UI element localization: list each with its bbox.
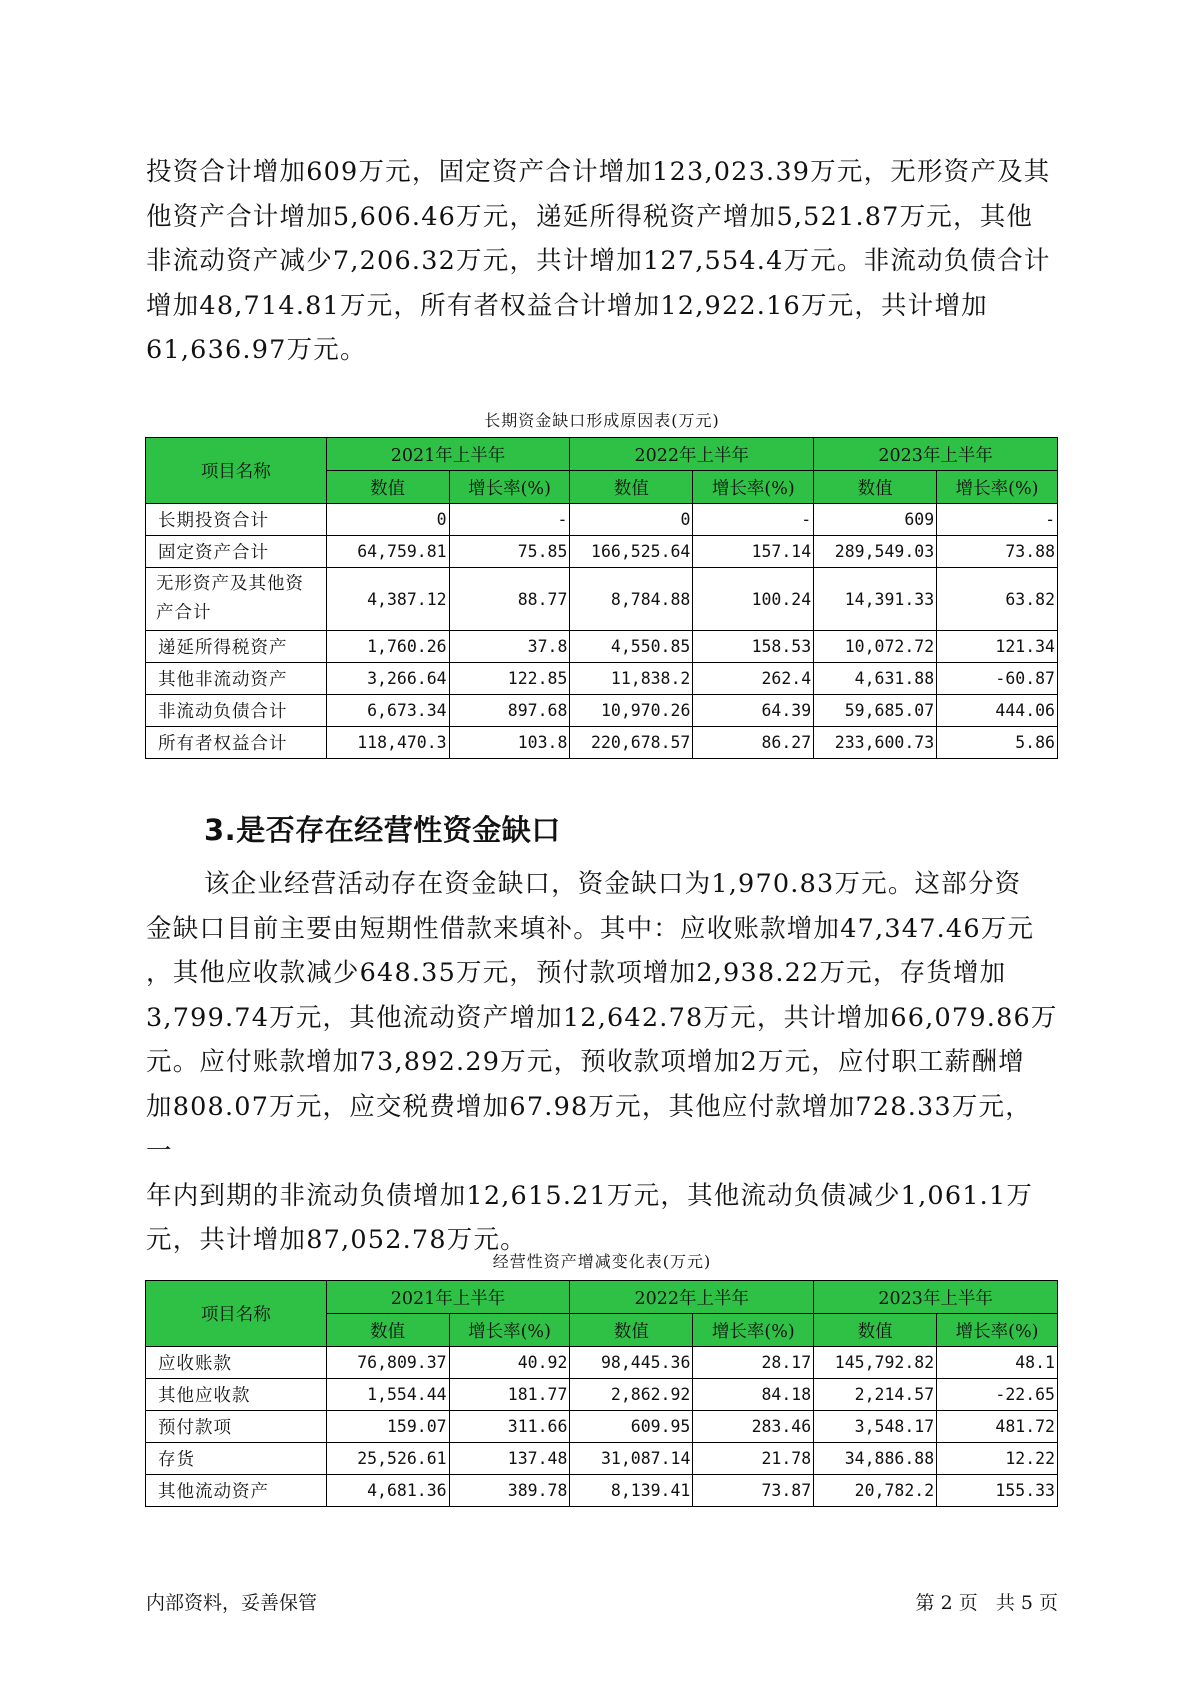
growth-header: 增长率(%) xyxy=(449,1314,570,1347)
cell-growth: 122.85 xyxy=(449,663,570,695)
paragraph-line: ，其他应收款减少648.35万元，预付款项增加2,938.22万元，存货增加 xyxy=(146,958,1007,988)
cell-value: 4,631.88 xyxy=(814,663,937,695)
paragraph-line: 非流动资产减少7,206.32万元，共计增加127,554.4万元。非流动负债合计 xyxy=(146,246,1051,276)
cell-growth: -60.87 xyxy=(937,663,1058,695)
cell-growth: 73.87 xyxy=(693,1475,814,1507)
cell-value: 0 xyxy=(570,504,693,536)
cell-growth: 21.78 xyxy=(693,1443,814,1475)
year-header: 2022年上半年 xyxy=(570,1281,814,1314)
table-row xyxy=(146,568,1058,631)
cell-value: 4,550.85 xyxy=(570,631,693,663)
cell-growth: 12.22 xyxy=(937,1443,1058,1475)
cell-growth: 63.82 xyxy=(937,568,1058,631)
value-header: 数值 xyxy=(326,1314,449,1347)
row-name: 存货 xyxy=(146,1443,327,1475)
cell-value: 159.07 xyxy=(326,1411,449,1443)
cell-value: 64,759.81 xyxy=(326,536,449,568)
paragraph-line: 61,636.97万元。 xyxy=(146,335,367,365)
cell-value: 166,525.64 xyxy=(570,536,693,568)
table-1-caption: 长期资金缺口形成原因表(万元) xyxy=(484,411,720,430)
cell-growth: 389.78 xyxy=(449,1475,570,1507)
paragraph-line: 他资产合计增加5,606.46万元，递延所得税资产增加5,521.87万元，其他 xyxy=(146,201,1034,232)
cell-growth: 157.14 xyxy=(693,536,814,568)
cell-value: 289,549.03 xyxy=(814,536,937,568)
paragraph-line: 年内到期的非流动负债增加12,615.21万元，其他流动负债减少1,061.1万 xyxy=(146,1180,1034,1211)
table-row xyxy=(146,1379,1058,1411)
paragraph-line: 元。应付账款增加73,892.29万元，预收款项增加2万元，应付职工薪酬增 xyxy=(146,1047,1025,1077)
cell-value: 20,782.2 xyxy=(814,1475,937,1507)
cell-growth: 28.17 xyxy=(693,1347,814,1379)
cell-value: 10,072.72 xyxy=(814,631,937,663)
cell-value: 145,792.82 xyxy=(814,1347,937,1379)
cell-growth: 137.48 xyxy=(449,1443,570,1475)
table-row xyxy=(146,631,1058,663)
paragraph-line: 3,799.74万元，其他流动资产增加12,642.78万元，共计增加66,079.86万 xyxy=(146,1002,1058,1033)
cell-value: 59,685.07 xyxy=(814,695,937,727)
table-row xyxy=(146,695,1058,727)
cell-growth: 181.77 xyxy=(449,1379,570,1411)
paragraph-line: 金缺口目前主要由短期性借款来填补。其中：应收账款增加47,347.46万元 xyxy=(146,913,1035,944)
cell-value: 11,838.2 xyxy=(570,663,693,695)
cell-growth: - xyxy=(693,504,814,536)
year-header: 2023年上半年 xyxy=(814,438,1058,471)
cell-growth: 40.92 xyxy=(449,1347,570,1379)
cell-value: 3,548.17 xyxy=(814,1411,937,1443)
cell-value: 1,554.44 xyxy=(326,1379,449,1411)
value-header: 数值 xyxy=(814,471,937,504)
row-name: 预付款项 xyxy=(146,1411,327,1443)
value-header: 数值 xyxy=(326,471,449,504)
value-header: 数值 xyxy=(570,1314,693,1347)
row-name: 其他流动资产 xyxy=(146,1475,327,1507)
table-2-caption: 经营性资产增减变化表(万元) xyxy=(492,1252,712,1271)
cell-growth: 158.53 xyxy=(693,631,814,663)
cell-value: 31,087.14 xyxy=(570,1443,693,1475)
cell-growth: - xyxy=(937,504,1058,536)
row-name: 长期投资合计 xyxy=(146,504,327,536)
row-name: 非流动负债合计 xyxy=(146,695,327,727)
cell-value: 609.95 xyxy=(570,1411,693,1443)
table-row xyxy=(146,504,1058,536)
cell-value: 1,760.26 xyxy=(326,631,449,663)
table-row xyxy=(146,536,1058,568)
long-term-funding-gap-table xyxy=(145,437,1058,759)
cell-growth: 897.68 xyxy=(449,695,570,727)
row-name: 其他非流动资产 xyxy=(146,663,327,695)
cell-value: 2,862.92 xyxy=(570,1379,693,1411)
table-row xyxy=(146,727,1058,759)
cell-value: 6,673.34 xyxy=(326,695,449,727)
paragraph-1 xyxy=(146,150,1058,373)
row-name: 无形资产及其他资产合计 xyxy=(146,568,327,631)
value-header: 数值 xyxy=(814,1314,937,1347)
cell-value: 2,214.57 xyxy=(814,1379,937,1411)
cell-growth: 84.18 xyxy=(693,1379,814,1411)
table-row xyxy=(146,663,1058,695)
paragraph-2 xyxy=(146,862,1058,1263)
cell-value: 4,681.36 xyxy=(326,1475,449,1507)
section-heading: 3.是否存在经营性资金缺口 xyxy=(204,813,561,847)
cell-value: 10,970.26 xyxy=(570,695,693,727)
row-name: 应收账款 xyxy=(146,1347,327,1379)
name-header: 项目名称 xyxy=(146,1281,327,1347)
cell-growth: 73.88 xyxy=(937,536,1058,568)
table-row xyxy=(146,1347,1058,1379)
year-header: 2021年上半年 xyxy=(326,438,570,471)
table-row xyxy=(146,1443,1058,1475)
name-header: 项目名称 xyxy=(146,438,327,504)
cell-growth: 100.24 xyxy=(693,568,814,631)
cell-growth: 121.34 xyxy=(937,631,1058,663)
cell-value: 34,886.88 xyxy=(814,1443,937,1475)
cell-value: 118,470.3 xyxy=(326,727,449,759)
value-header: 数值 xyxy=(570,471,693,504)
cell-growth: 481.72 xyxy=(937,1411,1058,1443)
cell-growth: 311.66 xyxy=(449,1411,570,1443)
growth-header: 增长率(%) xyxy=(449,471,570,504)
year-header: 2021年上半年 xyxy=(326,1281,570,1314)
cell-growth: 103.8 xyxy=(449,727,570,759)
growth-header: 增长率(%) xyxy=(693,1314,814,1347)
cell-growth: 88.77 xyxy=(449,568,570,631)
cell-growth: 64.39 xyxy=(693,695,814,727)
cell-growth: 86.27 xyxy=(693,727,814,759)
cell-value: 98,445.36 xyxy=(570,1347,693,1379)
year-header: 2023年上半年 xyxy=(814,1281,1058,1314)
cell-growth: 283.46 xyxy=(693,1411,814,1443)
row-name: 所有者权益合计 xyxy=(146,727,327,759)
cell-value: 14,391.33 xyxy=(814,568,937,631)
paragraph-line: 加808.07万元，应交税费增加67.98万元，其他应付款增加728.33万元，一 xyxy=(146,1091,1032,1166)
cell-growth: 444.06 xyxy=(937,695,1058,727)
cell-growth: -22.65 xyxy=(937,1379,1058,1411)
year-header: 2022年上半年 xyxy=(570,438,814,471)
cell-value: 8,139.41 xyxy=(570,1475,693,1507)
growth-header: 增长率(%) xyxy=(937,1314,1058,1347)
paragraph-line: 增加48,714.81万元，所有者权益合计增加12,922.16万元，共计增加 xyxy=(146,290,988,321)
cell-growth: 75.85 xyxy=(449,536,570,568)
cell-value: 220,678.57 xyxy=(570,727,693,759)
cell-growth: 5.86 xyxy=(937,727,1058,759)
cell-growth: - xyxy=(449,504,570,536)
cell-growth: 37.8 xyxy=(449,631,570,663)
row-name: 递延所得税资产 xyxy=(146,631,327,663)
cell-value: 233,600.73 xyxy=(814,727,937,759)
cell-growth: 155.33 xyxy=(937,1475,1058,1507)
footer-page-number: 第 2 页 共 5 页 xyxy=(915,1592,1058,1614)
paragraph-line: 元，共计增加87,052.78万元。 xyxy=(146,1225,527,1255)
cell-growth: 48.1 xyxy=(937,1347,1058,1379)
table-row xyxy=(146,1475,1058,1507)
cell-growth: 262.4 xyxy=(693,663,814,695)
row-name: 其他应收款 xyxy=(146,1379,327,1411)
paragraph-line: 该企业经营活动存在资金缺口，资金缺口为1,970.83万元。这部分资 xyxy=(204,869,1022,899)
footer-confidential-note: 内部资料，妥善保管 xyxy=(146,1592,318,1614)
table-row xyxy=(146,1411,1058,1443)
cell-value: 8,784.88 xyxy=(570,568,693,631)
paragraph-line: 投资合计增加609万元，固定资产合计增加123,023.39万元，无形资产及其 xyxy=(146,157,1051,187)
growth-header: 增长率(%) xyxy=(937,471,1058,504)
cell-value: 0 xyxy=(326,504,449,536)
row-name: 固定资产合计 xyxy=(146,536,327,568)
cell-value: 4,387.12 xyxy=(326,568,449,631)
cell-value: 609 xyxy=(814,504,937,536)
growth-header: 增长率(%) xyxy=(693,471,814,504)
cell-value: 25,526.61 xyxy=(326,1443,449,1475)
operating-assets-change-table xyxy=(145,1280,1058,1507)
cell-value: 76,809.37 xyxy=(326,1347,449,1379)
cell-value: 3,266.64 xyxy=(326,663,449,695)
